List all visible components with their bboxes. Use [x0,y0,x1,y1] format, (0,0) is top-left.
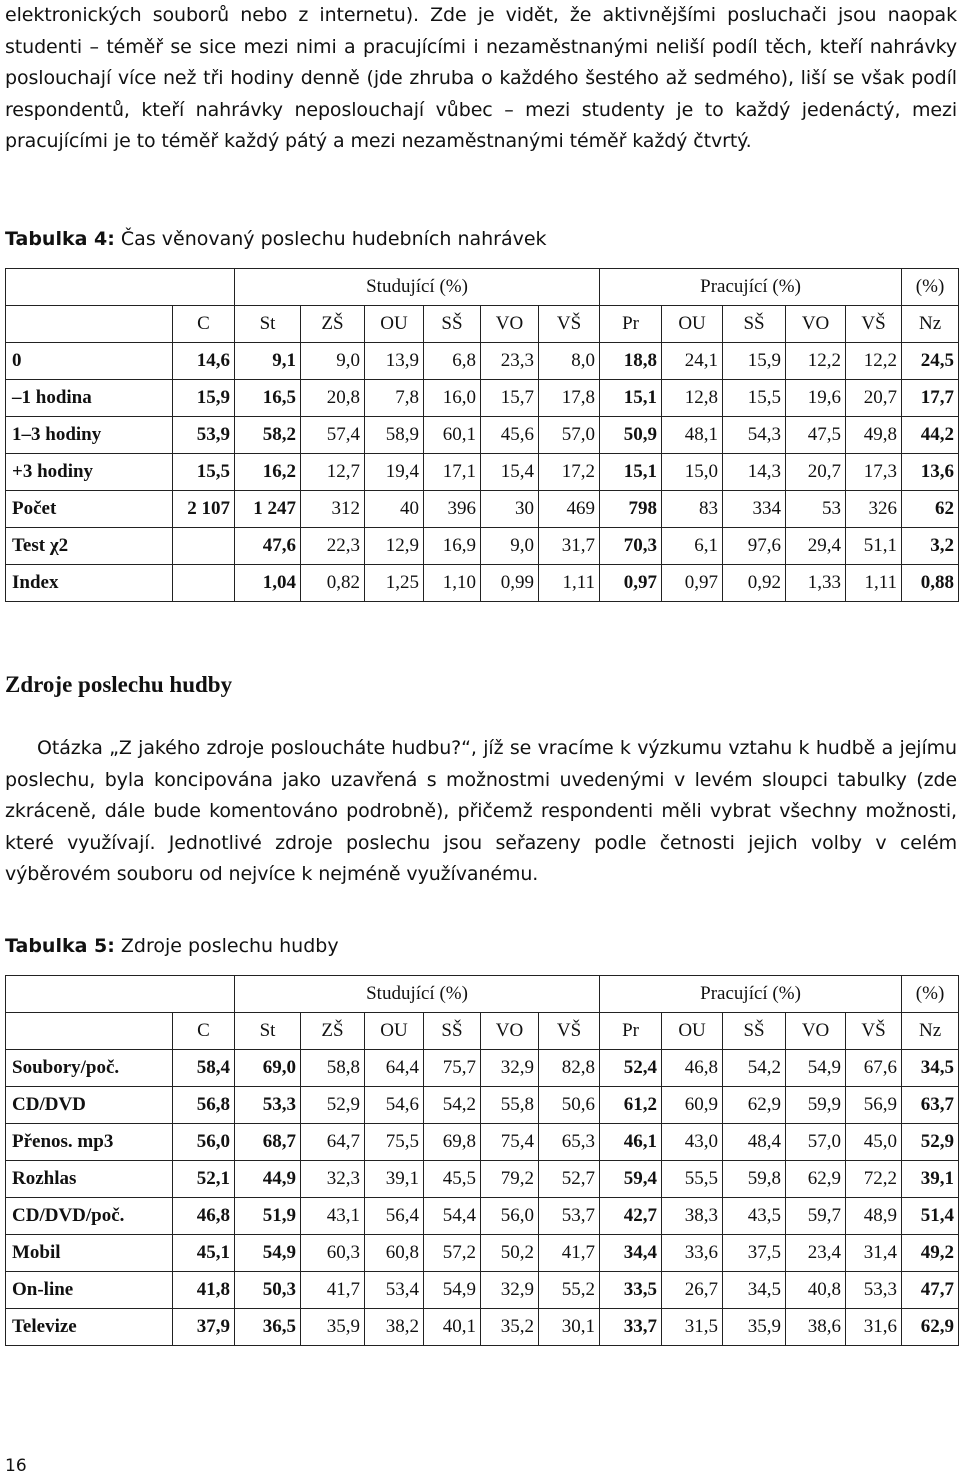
table-row [6,1272,959,1309]
table4-col-header: VO [481,306,539,343]
table-cell: 42,7 [600,1198,662,1235]
table-cell: 82,8 [539,1050,600,1087]
table-cell: 43,1 [301,1198,365,1235]
table-cell: 20,7 [786,454,846,491]
table-cell: 64,4 [365,1050,424,1087]
table-cell: 50,9 [600,417,662,454]
table-row [6,528,959,565]
table-cell [173,528,235,565]
table-cell: 0,82 [301,565,365,602]
table-cell: 45,0 [846,1124,902,1161]
table5 [5,975,959,1346]
table5-col-header: VŠ [539,1013,600,1050]
row-label: 1–3 hodiny [6,417,173,454]
table-cell: 15,1 [600,454,662,491]
table4-col-header: ZŠ [301,306,365,343]
table-row [6,1050,959,1087]
table-cell: 35,9 [301,1309,365,1346]
table-cell: 31,4 [846,1235,902,1272]
table5-col-header: SŠ [424,1013,481,1050]
table-cell: 53,9 [173,417,235,454]
table-cell: 63,7 [902,1087,959,1124]
table-cell: 12,9 [365,528,424,565]
table-cell: 52,9 [301,1087,365,1124]
table5-caption [5,935,339,957]
table-cell: 43,5 [723,1198,786,1235]
table5-group-working: Pracující (%) [600,976,902,1013]
table-cell: 16,0 [424,380,481,417]
table-cell: 38,3 [662,1198,723,1235]
table-cell: 469 [539,491,600,528]
table-cell: 48,1 [662,417,723,454]
table-cell: 0,88 [902,565,959,602]
table-cell: 22,3 [301,528,365,565]
table-cell: 54,2 [424,1087,481,1124]
table-cell: 34,4 [600,1235,662,1272]
table-cell: 29,4 [786,528,846,565]
table4-caption [5,228,547,250]
table5-caption-text: Zdroje poslechu hudby [114,935,339,957]
row-label: Soubory/poč. [6,1050,173,1087]
table-cell: 59,4 [600,1161,662,1198]
table4-group-header-row [6,269,959,306]
table-cell: 60,9 [662,1087,723,1124]
table-cell: 334 [723,491,786,528]
table-cell: 69,8 [424,1124,481,1161]
table4-col-header: C [173,306,235,343]
table5-col-header: St [235,1013,301,1050]
table-cell: 24,1 [662,343,723,380]
row-label: Přenos. mp3 [6,1124,173,1161]
table-cell: 1,33 [786,565,846,602]
table-cell: 49,2 [902,1235,959,1272]
table4-col-header: SŠ [424,306,481,343]
table-cell: 60,1 [424,417,481,454]
table-cell [173,565,235,602]
table-cell: 20,8 [301,380,365,417]
table5-col-header: VO [481,1013,539,1050]
table-cell: 51,9 [235,1198,301,1235]
table-cell: 1 247 [235,491,301,528]
table-row [6,565,959,602]
table-cell: 60,8 [365,1235,424,1272]
table-cell: 0,97 [600,565,662,602]
table-cell: 17,3 [846,454,902,491]
table-cell: 53,4 [365,1272,424,1309]
table-cell: 56,0 [481,1198,539,1235]
table-cell: 53,3 [846,1272,902,1309]
table-row [6,343,959,380]
table-cell: 15,9 [723,343,786,380]
table-cell: 54,9 [786,1050,846,1087]
table-row [6,1309,959,1346]
page-number: 16 [5,1456,27,1476]
table-cell: 9,1 [235,343,301,380]
table-cell: 53,3 [235,1087,301,1124]
table4-col-header: OU [662,306,723,343]
row-label: –1 hodina [6,380,173,417]
row-label: +3 hodiny [6,454,173,491]
table5-row-label-header [6,1013,173,1050]
table-cell: 798 [600,491,662,528]
table-cell: 9,0 [301,343,365,380]
table-cell: 69,0 [235,1050,301,1087]
table-row [6,1124,959,1161]
table-cell: 33,7 [600,1309,662,1346]
table-cell: 68,7 [235,1124,301,1161]
table-cell: 14,6 [173,343,235,380]
table-cell: 41,8 [173,1272,235,1309]
table-cell: 97,6 [723,528,786,565]
table-row [6,1235,959,1272]
table-cell: 53,7 [539,1198,600,1235]
table-cell: 64,7 [301,1124,365,1161]
table-cell: 9,0 [481,528,539,565]
table-cell: 32,3 [301,1161,365,1198]
table-cell: 23,4 [786,1235,846,1272]
table-cell: 15,0 [662,454,723,491]
table-cell: 51,4 [902,1198,959,1235]
table-cell: 326 [846,491,902,528]
table4 [5,268,959,602]
row-label: 0 [6,343,173,380]
table-cell: 44,9 [235,1161,301,1198]
table-cell: 47,6 [235,528,301,565]
table5-caption-label: Tabulka 5: [5,935,115,957]
table5-col-header: SŠ [723,1013,786,1050]
table-cell: 7,8 [365,380,424,417]
table5-corner-cell [6,976,235,1013]
table-cell: 12,2 [846,343,902,380]
table4-col-header: VŠ [846,306,902,343]
table4-caption-label: Tabulka 4: [5,228,115,250]
table-cell: 83 [662,491,723,528]
table4-col-header: SŠ [723,306,786,343]
table-cell: 15,5 [173,454,235,491]
table-cell: 40 [365,491,424,528]
table5-col-header: Nz [902,1013,959,1050]
table4-col-header: VO [786,306,846,343]
table-cell: 55,5 [662,1161,723,1198]
table4-corner-cell [6,269,235,306]
table-cell: 12,8 [662,380,723,417]
row-label: Televize [6,1309,173,1346]
table-cell: 56,9 [846,1087,902,1124]
table-cell: 53 [786,491,846,528]
table-cell: 36,5 [235,1309,301,1346]
body-paragraph: Otázka „Z jakého zdroje posloucháte hudbu?“, jíž se vracíme k výzkumu vztahu k hudbě a jejímu poslechu, byla koncipována jako uzavřená s možnostmi uvedenými v levém sloupci tabulky (zde zkráceně, dále bude komentováno podrobně), přičemž respondenti měli vybrat všechny možnosti, které využívají. Jednotlivé zdroje poslechu jsou seřazeny podle četnosti jejich volby v celém výběrovém souboru od nejvíce k nejméně využívanému. [5,737,957,885]
table-cell: 41,7 [301,1272,365,1309]
table-cell: 79,2 [481,1161,539,1198]
table5-col-header: VŠ [846,1013,902,1050]
table-cell: 52,1 [173,1161,235,1198]
table-cell: 56,4 [365,1198,424,1235]
table-cell: 44,2 [902,417,959,454]
table-cell: 18,8 [600,343,662,380]
table4-caption-text: Čas věnovaný poslechu hudebních nahrávek [114,228,547,250]
table-cell: 46,8 [662,1050,723,1087]
table5-column-header-row [6,1013,959,1050]
table-row [6,454,959,491]
table-cell: 3,2 [902,528,959,565]
table-cell: 37,9 [173,1309,235,1346]
row-label: CD/DVD/poč. [6,1198,173,1235]
table-cell: 15,7 [481,380,539,417]
table-cell: 23,3 [481,343,539,380]
table4-col-header: Nz [902,306,959,343]
table-cell: 62,9 [723,1087,786,1124]
table-cell: 1,04 [235,565,301,602]
table-cell: 16,9 [424,528,481,565]
table4-group-unemployed: (%) [902,269,959,306]
table-cell: 8,0 [539,343,600,380]
table-cell: 0,99 [481,565,539,602]
table-row [6,417,959,454]
table5-group-unemployed: (%) [902,976,959,1013]
table4-body [6,343,959,602]
table-cell: 6,8 [424,343,481,380]
table-cell: 30 [481,491,539,528]
table-cell: 55,2 [539,1272,600,1309]
table-cell: 54,9 [424,1272,481,1309]
table-cell: 16,2 [235,454,301,491]
table-cell: 17,8 [539,380,600,417]
table-cell: 40,1 [424,1309,481,1346]
table-cell: 39,1 [365,1161,424,1198]
table-cell: 32,9 [481,1272,539,1309]
row-label: Test χ2 [6,528,173,565]
table-cell: 58,2 [235,417,301,454]
table5-col-header: VO [786,1013,846,1050]
row-label: CD/DVD [6,1087,173,1124]
table-cell: 43,0 [662,1124,723,1161]
table-cell: 62 [902,491,959,528]
table-cell: 47,5 [786,417,846,454]
table-cell: 16,5 [235,380,301,417]
table-cell: 45,6 [481,417,539,454]
table-cell: 48,9 [846,1198,902,1235]
table-cell: 24,5 [902,343,959,380]
table-cell: 31,6 [846,1309,902,1346]
table-cell: 32,9 [481,1050,539,1087]
table-cell: 0,92 [723,565,786,602]
table-cell: 75,7 [424,1050,481,1087]
table5-group-header-row [6,976,959,1013]
table-cell: 52,9 [902,1124,959,1161]
row-label: On-line [6,1272,173,1309]
table5-col-header: OU [365,1013,424,1050]
table-cell: 35,2 [481,1309,539,1346]
intro-paragraph: elektronických souborů nebo z internetu). Zde je vidět, že aktivnějšími posluchači jsou naopak studenti – téměř se sice mezi nimi a pracujícími i nezaměstnanými neliší podíl těch, kteří nahrávky poslouchají více než tři hodiny denně (jde zhruba o každého šestého až sedmého), liší se však podíl respondentů, kteří nahrávky neposlouchají vůbec – mezi studenty je to každý jedenáctý, mezi pracujícími je to téměř každý pátý a mezi nezaměstnanými téměř každý čtvrtý. [5,4,957,152]
table-cell: 1,25 [365,565,424,602]
table4-group-working: Pracující (%) [600,269,902,306]
table-cell: 15,4 [481,454,539,491]
table-cell: 54,4 [424,1198,481,1235]
table-cell: 12,2 [786,343,846,380]
table-cell: 34,5 [902,1050,959,1087]
table-row [6,380,959,417]
table-cell: 54,6 [365,1087,424,1124]
table5-col-header: C [173,1013,235,1050]
table-cell: 52,7 [539,1161,600,1198]
table-cell: 1,11 [846,565,902,602]
row-label: Mobil [6,1235,173,1272]
table-cell: 33,5 [600,1272,662,1309]
table-cell: 40,8 [786,1272,846,1309]
table4-column-header-row [6,306,959,343]
table5-group-students: Studující (%) [235,976,600,1013]
section-heading: Zdroje poslechu hudby [5,672,233,697]
table-cell: 17,2 [539,454,600,491]
table-cell: 57,0 [786,1124,846,1161]
table-cell: 52,4 [600,1050,662,1087]
table-cell: 38,6 [786,1309,846,1346]
table-cell: 31,7 [539,528,600,565]
table-cell: 54,3 [723,417,786,454]
table-cell: 13,6 [902,454,959,491]
table-cell: 2 107 [173,491,235,528]
table-cell: 62,9 [786,1161,846,1198]
table-cell: 50,3 [235,1272,301,1309]
table-cell: 65,3 [539,1124,600,1161]
table-cell: 396 [424,491,481,528]
table-cell: 1,11 [539,565,600,602]
table-cell: 59,7 [786,1198,846,1235]
table-cell: 17,1 [424,454,481,491]
table-cell: 61,2 [600,1087,662,1124]
table-cell: 49,8 [846,417,902,454]
table4-col-header: VŠ [539,306,600,343]
table-row [6,491,959,528]
table-cell: 17,7 [902,380,959,417]
table4-col-header: St [235,306,301,343]
table-cell: 15,9 [173,380,235,417]
table-cell: 15,1 [600,380,662,417]
table-cell: 34,5 [723,1272,786,1309]
table-cell: 51,1 [846,528,902,565]
table-cell: 75,5 [365,1124,424,1161]
table-cell: 41,7 [539,1235,600,1272]
table-cell: 15,5 [723,380,786,417]
table-cell: 72,2 [846,1161,902,1198]
table-cell: 58,8 [301,1050,365,1087]
row-label: Rozhlas [6,1161,173,1198]
table-cell: 33,6 [662,1235,723,1272]
table-cell: 46,8 [173,1198,235,1235]
table5-col-header: ZŠ [301,1013,365,1050]
table-cell: 20,7 [846,380,902,417]
table-cell: 35,9 [723,1309,786,1346]
table-cell: 70,3 [600,528,662,565]
table-cell: 54,2 [723,1050,786,1087]
table5-col-header: Pr [600,1013,662,1050]
table-cell: 45,5 [424,1161,481,1198]
table-cell: 13,9 [365,343,424,380]
table-cell: 67,6 [846,1050,902,1087]
table-cell: 312 [301,491,365,528]
table-cell: 0,97 [662,565,723,602]
table-row [6,1161,959,1198]
table-cell: 39,1 [902,1161,959,1198]
table-cell: 26,7 [662,1272,723,1309]
table-row [6,1198,959,1235]
table-cell: 56,8 [173,1087,235,1124]
table-cell: 50,2 [481,1235,539,1272]
table-cell: 57,4 [301,417,365,454]
table-cell: 37,5 [723,1235,786,1272]
table-cell: 58,4 [173,1050,235,1087]
row-label: Počet [6,491,173,528]
table-cell: 38,2 [365,1309,424,1346]
table-cell: 31,5 [662,1309,723,1346]
table-cell: 57,0 [539,417,600,454]
table4-row-label-header [6,306,173,343]
table-cell: 14,3 [723,454,786,491]
table-cell: 1,10 [424,565,481,602]
table-cell: 60,3 [301,1235,365,1272]
table5-body [6,1050,959,1346]
table5-col-header: OU [662,1013,723,1050]
table-cell: 54,9 [235,1235,301,1272]
table4-group-students: Studující (%) [235,269,600,306]
table-cell: 19,6 [786,380,846,417]
table-cell: 62,9 [902,1309,959,1346]
table-cell: 46,1 [600,1124,662,1161]
table-cell: 50,6 [539,1087,600,1124]
table-row [6,1087,959,1124]
table-cell: 57,2 [424,1235,481,1272]
table4-col-header: OU [365,306,424,343]
table-cell: 30,1 [539,1309,600,1346]
row-label: Index [6,565,173,602]
table4-col-header: Pr [600,306,662,343]
table-cell: 59,9 [786,1087,846,1124]
table-cell: 19,4 [365,454,424,491]
table-cell: 47,7 [902,1272,959,1309]
table-cell: 75,4 [481,1124,539,1161]
table-cell: 59,8 [723,1161,786,1198]
table-cell: 48,4 [723,1124,786,1161]
table-cell: 12,7 [301,454,365,491]
table-cell: 56,0 [173,1124,235,1161]
table-cell: 55,8 [481,1087,539,1124]
table-cell: 6,1 [662,528,723,565]
table-cell: 45,1 [173,1235,235,1272]
table-cell: 58,9 [365,417,424,454]
